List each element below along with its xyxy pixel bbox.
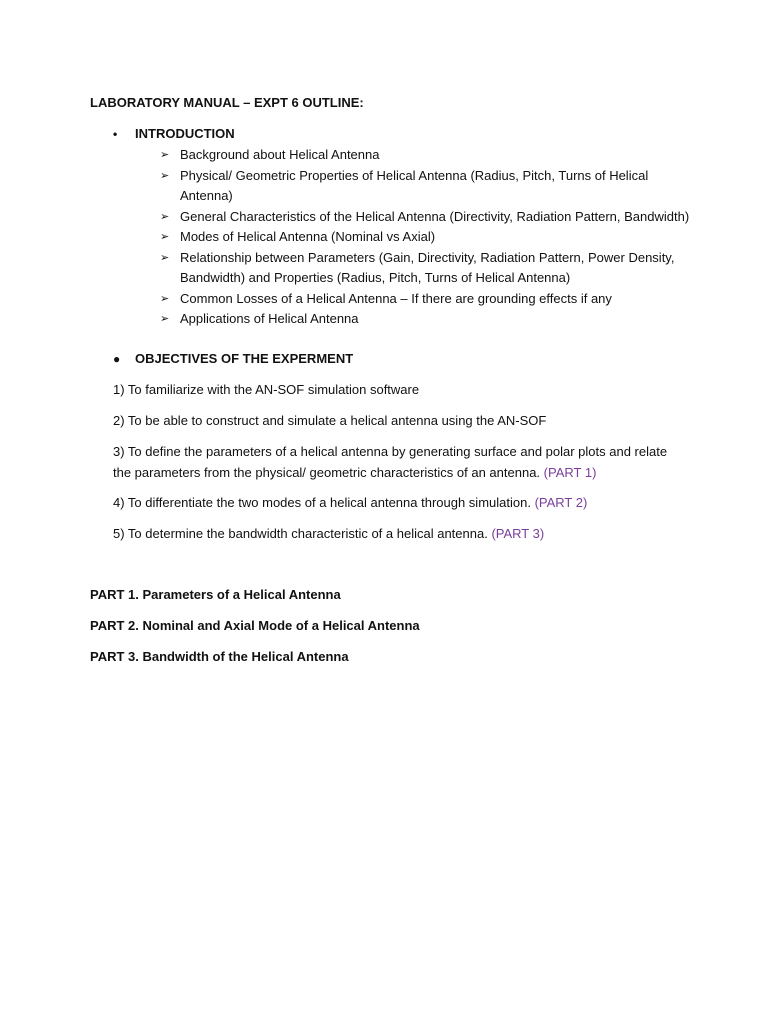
list-item-text: Modes of Helical Antenna (Nominal vs Axial)	[180, 229, 436, 244]
part-3-heading: PART 3. Bandwidth of the Helical Antenna	[90, 649, 349, 664]
arrow-marker-icon: ➢	[160, 210, 170, 223]
objective-4	[113, 493, 688, 514]
objective-2	[113, 411, 688, 432]
objective-text: 2) To be able to construct and simulate a helical antenna using the AN-SOF	[113, 413, 547, 428]
list-item-text: General Characteristics of the Helical Antenna (Directivity, Radiation Pattern, Bandwidth)	[180, 208, 690, 224]
arrow-marker-icon: ➢	[160, 231, 170, 243]
document-title: LABORATORY MANUAL – EXPT 6 OUTLINE:	[90, 95, 364, 110]
arrow-marker-icon: ➢	[160, 292, 170, 305]
objective-text: 5) To determine the bandwidth characteristic of a helical antenna.	[113, 526, 492, 541]
introduction-list	[158, 145, 698, 330]
list-item-text: Applications of Helical Antenna	[180, 311, 359, 326]
introduction-item-losses	[158, 289, 698, 310]
arrow-marker-icon: ➢	[160, 149, 170, 161]
list-item-text: Background about Helical Antenna	[180, 147, 380, 162]
arrow-marker-icon: ➢	[160, 169, 170, 182]
introduction-item-background	[158, 145, 698, 166]
objective-1	[113, 380, 688, 401]
objective-text: 1) To familiarize with the AN-SOF simulation software	[113, 382, 420, 397]
objectives-heading	[113, 351, 353, 366]
objective-text: 4) To differentiate the two modes of a helical antenna through simulation.	[113, 495, 535, 510]
list-item-text: Relationship between Parameters (Gain, Directivity, Radiation Pattern, Power Density, Bandwidth) and Properties (Radius, Pitch, Turns of Helical Antenna)	[180, 249, 675, 285]
bullet-icon: •	[113, 127, 118, 141]
objective-text: 3) To define the parameters of a helical antenna by generating surface and polar plots and relate the parameters from the physical/ geometric characteristics of an antenna.	[113, 444, 668, 480]
part-reference: (PART 2)	[534, 495, 588, 510]
objective-3	[113, 442, 688, 483]
introduction-heading	[113, 126, 235, 141]
part-reference: (PART 1)	[543, 464, 597, 480]
part-2-heading: PART 2. Nominal and Axial Mode of a Helical Antenna	[90, 618, 420, 633]
objective-5	[113, 524, 688, 545]
introduction-item-modes	[158, 227, 698, 248]
list-item-text: Physical/ Geometric Properties of Helical Antenna (Radius, Pitch, Turns of Helical Antenna)	[180, 167, 649, 203]
list-item-text: Common Losses of a Helical Antenna – If there are grounding effects if any	[180, 290, 612, 306]
arrow-marker-icon: ➢	[160, 313, 170, 325]
introduction-label: INTRODUCTION	[135, 126, 235, 141]
bullet-icon: ●	[113, 352, 121, 366]
introduction-item-characteristics	[158, 207, 698, 228]
introduction-item-properties	[158, 166, 698, 207]
objectives-label: OBJECTIVES OF THE EXPERMENT	[135, 351, 354, 366]
introduction-item-applications	[158, 309, 698, 330]
introduction-item-relationship	[158, 248, 698, 289]
arrow-marker-icon: ➢	[160, 251, 170, 264]
part-1-heading: PART 1. Parameters of a Helical Antenna	[90, 587, 341, 602]
part-reference: (PART 3)	[491, 526, 545, 541]
